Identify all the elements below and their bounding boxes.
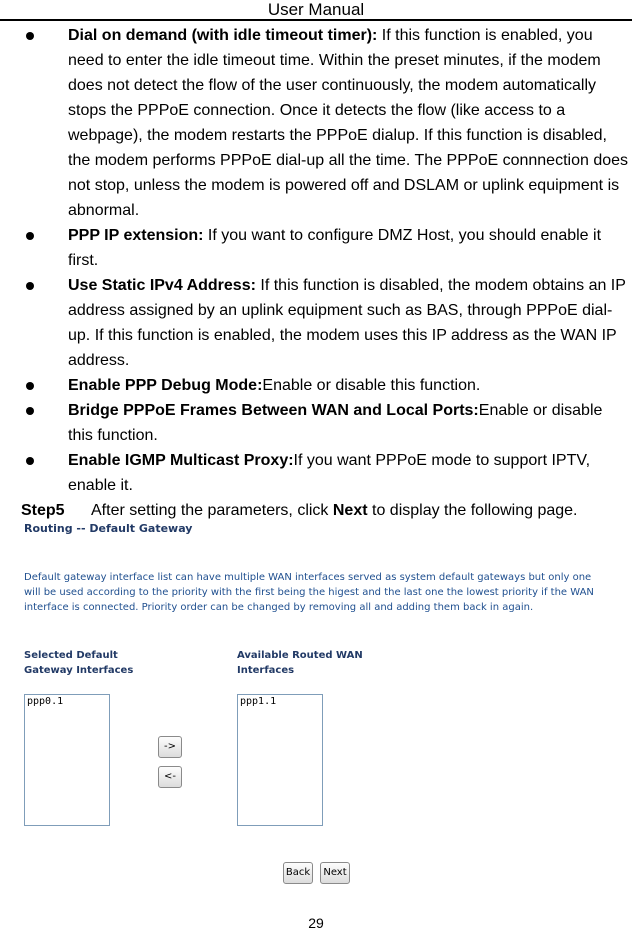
bullet-text: If this function is enabled, you need to enter the idle timeout time. Within the preset minutes, if the modem does not detect the flow of the user continuously, the modem automatically stops the PPPoE connection. Once it detects the flow (like access to a webpage), the modem restarts the PPPoE dialup. If this function is disabled, the modem performs PPPoE dial-up all the time. The PPPoE connnection does not stop, unless the modem is powered off and DSLAM or uplink equipment is abnormal. [68,27,629,219]
bullet-item [0,23,632,223]
bullet-text: Enable or disable this function. [262,377,481,394]
embedded-screenshot [22,522,612,888]
move-right-button[interactable]: -> [158,736,182,758]
bullet-item [0,448,632,498]
available-interfaces-list[interactable] [237,694,323,826]
step-strong: Next [332,502,368,519]
bullet-dot [26,282,34,290]
step-line [21,499,577,523]
screenshot-description: Default gateway interface list can have multiple WAN interfaces served as system default gateways but only one will be used according to the priority with the first being the higest and the last one the lowest priority if the WAN interface is connected. Priority order can be changed by removing all and adding them back in again. [24,572,594,613]
bullet-dot [26,382,34,390]
bullet-term: PPP IP extension: [68,227,204,244]
bullet-text: If you want PPPoE mode to support IPTV, enable it. [68,452,591,494]
available-heading [237,648,363,678]
available-heading-line2: Interfaces [237,665,295,676]
header-rule [0,19,632,21]
next-button[interactable]: Next [320,862,350,884]
bullet-list [0,23,632,498]
step-label: Step5 [21,502,65,519]
selected-interfaces-list[interactable] [24,694,110,826]
bullet-dot [26,232,34,240]
step-text-after: to display the following page. [367,502,578,519]
bullet-text: Enable or disable this function. [68,402,603,444]
back-button[interactable]: Back [283,862,313,884]
bullet-term: Dial on demand (with idle timeout timer): [68,27,378,44]
selected-heading [24,648,133,678]
bullet-item [0,373,632,398]
bullet-term: Use Static IPv4 Address: [68,277,256,294]
bullet-dot [26,457,34,465]
bullet-term: Enable PPP Debug Mode: [68,377,263,394]
selected-heading-line2: Gateway Interfaces [24,665,134,676]
page-header: User Manual [267,0,365,19]
available-heading-line1: Available Routed WAN [237,650,363,661]
bullet-item [0,223,632,273]
page-number: 29 [308,915,324,931]
selected-heading-line1: Selected Default [24,650,118,661]
screenshot-title: Routing -- Default Gateway [24,522,193,535]
bullet-item [0,273,632,373]
bullet-text: If this function is disabled, the modem obtains an IP address assigned by an uplink equipment such as BAS, through PPPoE dial-up. If this function is enabled, the modem uses this IP address as the WAN IP address. [68,277,626,369]
bullet-term: Enable IGMP Multicast Proxy: [68,452,294,469]
step-text-before: After setting the parameters, click [91,502,333,519]
move-left-button[interactable]: <- [158,766,182,788]
bullet-dot [26,32,34,40]
bullet-item [0,398,632,448]
bullet-text: If you want to configure DMZ Host, you should enable it first. [68,227,602,269]
bullet-dot [26,407,34,415]
list-item[interactable]: ppp1.1 [240,696,277,707]
list-item[interactable]: ppp0.1 [27,696,64,707]
bullet-term: Bridge PPPoE Frames Between WAN and Local Ports: [68,402,479,419]
